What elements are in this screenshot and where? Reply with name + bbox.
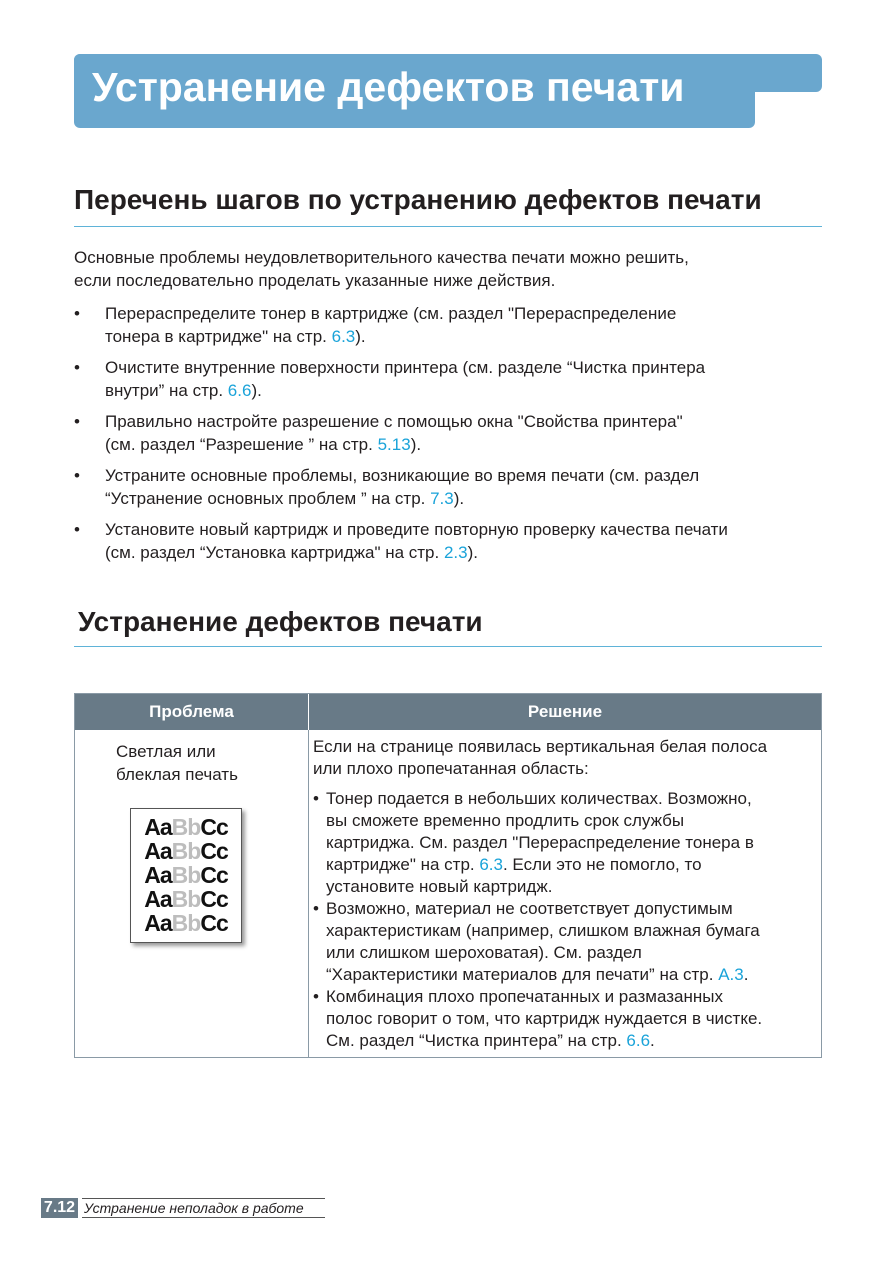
page-link[interactable]: 6.3 [331,327,356,346]
bullet-icon: • [74,466,80,485]
sample-faded-text: Bb [171,862,201,888]
sample-text: Aa [144,862,172,888]
defects-table [74,693,822,1058]
step-text: (см. раздел “Установка картриджа" на стр. [105,543,444,562]
page-number: 7.12 [41,1198,78,1218]
list-item [74,302,822,348]
solution-line: или слишком шероховатая). См. раздел [326,943,642,962]
step-tail: ). [355,327,366,346]
footer-chapter-title: Устранение неполадок в работе [84,1200,304,1216]
footer-rule [82,1217,325,1218]
sample-text: Cc [200,838,228,864]
solution-text: картридже" на стр. [326,855,480,874]
sample-faded-text: Bb [171,910,201,936]
problem-line: блеклая печать [116,765,238,784]
sample-row [131,886,241,913]
header-divider [308,694,309,730]
solution-line: вы сможете временно продлить срок службы [326,811,685,830]
page-link[interactable]: 5.13 [377,435,411,454]
step-line [105,433,822,456]
solution-text: См. раздел “Чистка принтера” на стр. [326,1031,627,1050]
steps-list [74,302,822,572]
page-banner [74,54,822,128]
sample-text: Cc [200,910,228,936]
page-footer [41,1198,325,1218]
sample-text: Cc [200,862,228,888]
print-sample-image [130,808,242,943]
list-item [313,788,819,898]
solution-line: Комбинация плохо пропечатанных и размазанных [326,987,724,1006]
solution-line: характеристикам (например, слишком влажная бумага [326,921,760,940]
step-line: Очистите внутренние поверхности принтера (см. разделе “Чистка принтера [105,358,706,377]
section-rule [74,646,822,647]
solution-list [313,788,819,1052]
sample-row [131,838,241,865]
solution-line: Тонер подается в небольших количествах. Возможно, [326,789,752,808]
page-link[interactable]: 2.3 [443,543,468,562]
list-item [313,898,819,986]
solution-text: “Характеристики материалов для печати” на стр. [326,965,719,984]
column-divider [308,694,309,1057]
problem-line: Светлая или [116,742,216,761]
sample-row [131,814,241,841]
solution-line [326,854,819,876]
section-heading-defects: Устранение дефектов печати [78,606,483,637]
solution-text: . [743,965,749,984]
solution-line: Возможно, материал не соответствует допустимым [326,899,733,918]
solution-intro [313,736,819,780]
step-line: Установите новый картридж и проведите повторную проверку качества печати [105,520,728,539]
sample-text: Aa [144,886,172,912]
sample-text: Aa [144,838,172,864]
page-title: Устранение дефектов печати [92,64,685,110]
solution-text: . Если это не помогло, то [502,855,702,874]
step-text: (см. раздел “Разрешение ” на стр. [105,435,378,454]
step-line [105,379,822,402]
bullet-icon: • [74,358,80,377]
intro-line: Основные проблемы неудовлетворительного качества печати можно решить, [74,248,689,267]
bullet-icon: • [313,789,319,808]
page-link[interactable]: 7.3 [430,489,454,508]
step-line [105,487,822,510]
intro-paragraph [74,246,822,292]
sample-row [131,910,241,937]
bullet-icon: • [313,987,319,1006]
sample-text: Aa [144,814,172,840]
column-header-problem: Проблема [149,702,234,721]
step-line: Правильно настройте разрешение с помощью окна "Свойства принтера" [105,412,683,431]
sample-row [131,862,241,889]
section-heading-checklist: Перечень шагов по устранению дефектов печати [74,184,762,215]
list-item [74,464,822,510]
solution-line: установите новый картридж. [326,877,553,896]
page-link[interactable]: 6.6 [626,1031,651,1050]
page-link[interactable]: 6.6 [227,381,252,400]
sample-faded-text: Bb [171,838,201,864]
solution-line: или плохо пропечатанная область: [313,759,589,778]
step-line [105,541,822,564]
column-header-solution: Решение [527,702,603,721]
solution-line [326,1030,819,1052]
bullet-icon: • [74,304,80,323]
step-line: Устраните основные проблемы, возникающие во время печати (см. раздел [105,466,700,485]
solution-line: картриджа. См. раздел "Перераспределение тонера в [326,833,754,852]
banner-box [74,54,755,128]
page-link[interactable]: A.3 [718,965,744,984]
list-item [74,518,822,564]
solution-text: . [650,1031,655,1050]
solution-line: Если на странице появилась вертикальная белая полоса [313,737,768,756]
list-item [313,986,819,1052]
bullet-icon: • [313,899,319,918]
solution-line: полос говорит о том, что картридж нуждается в чистке. [326,1009,763,1028]
step-text: внутри” на стр. [105,381,228,400]
sample-faded-text: Bb [171,886,201,912]
step-tail: ). [251,381,262,400]
step-tail: ). [453,489,465,508]
step-tail: ). [410,435,422,454]
step-line [105,325,822,348]
sample-text: Cc [200,886,228,912]
problem-cell [116,740,296,786]
section-rule [74,226,822,227]
intro-line: если последовательно проделать указанные ниже действия. [74,271,556,290]
solution-line [326,964,819,986]
sample-text: Cc [200,814,228,840]
list-item [74,410,822,456]
page-link[interactable]: 6.3 [479,855,503,874]
bullet-icon: • [74,520,80,539]
bullet-icon: • [74,412,80,431]
list-item [74,356,822,402]
sample-faded-text: Bb [171,814,201,840]
step-tail: ). [467,543,478,562]
step-line: Перераспределите тонер в картридже (см. раздел "Перераспределение [105,304,677,323]
sample-text: Aa [144,910,172,936]
table-header [75,694,821,730]
step-text: тонера в картридже" на стр. [105,327,332,346]
step-text: “Устранение основных проблем ” на стр. [105,489,431,508]
